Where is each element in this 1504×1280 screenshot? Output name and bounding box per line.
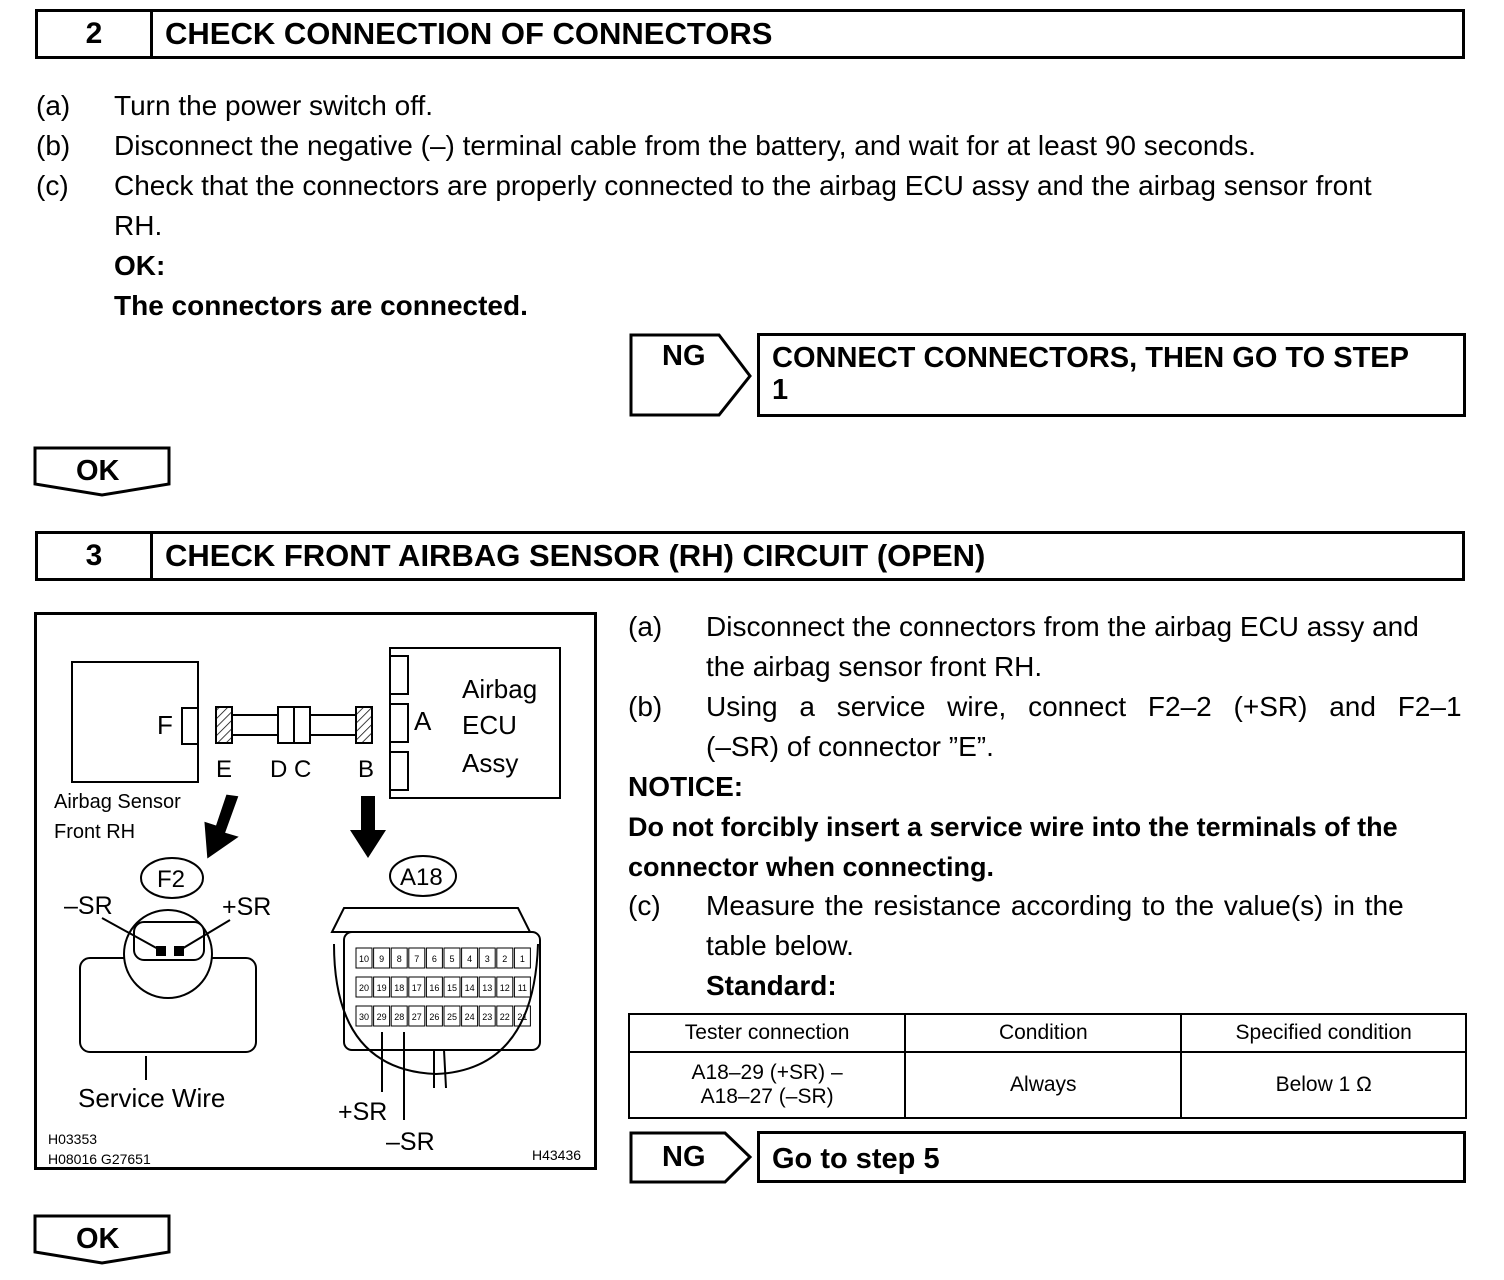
notice-title: NOTICE: — [628, 771, 744, 802]
step3-item-a-label: (a) — [628, 611, 663, 642]
a18-pin-label: 18 — [394, 983, 405, 993]
a18-pin-label: 13 — [482, 983, 493, 993]
step2-item-c-label: (c) — [36, 170, 69, 201]
a18-pin-label: 20 — [358, 983, 370, 993]
f2-plus-sr-label: +SR — [222, 893, 272, 921]
sensor-label-1: Airbag Sensor — [54, 791, 181, 813]
conn-F-label: F — [157, 710, 173, 740]
table-header-row — [629, 1014, 1466, 1052]
step2-item-c-text-1: Check that the connectors are properly connected to the airbag ECU assy and the airbag sensor front — [114, 170, 1372, 201]
a18-pin-label: 12 — [499, 983, 510, 993]
step2-ng-label: NG — [662, 340, 706, 372]
step2-ng-action-line2: 1 — [772, 374, 789, 406]
step2-title: CHECK CONNECTION OF CONNECTORS — [165, 16, 773, 51]
a18-pin-label: 25 — [446, 1012, 458, 1022]
f2-label: F2 — [157, 866, 186, 893]
step2-ng-action — [757, 333, 1466, 417]
sensor-connector-F — [182, 708, 198, 744]
connector-B — [356, 707, 372, 743]
a18-pin-label: 16 — [429, 983, 440, 993]
a18-label: A18 — [400, 864, 443, 891]
a18-pin-label: 19 — [376, 983, 387, 993]
a18-pin-label: 2 — [502, 954, 508, 964]
a18-pin-label: 26 — [429, 1012, 440, 1022]
a18-pin-label: 9 — [379, 954, 385, 964]
a18-pin-label: 15 — [446, 983, 458, 993]
a18-pin-label: 28 — [394, 1012, 405, 1022]
ecu-label-1: Airbag — [462, 674, 538, 704]
notice-line1: Do not forcibly insert a service wire into the terminals of the — [628, 812, 1398, 842]
step3-title: CHECK FRONT AIRBAG SENSOR (RH) CIRCUIT (OPEN) — [165, 538, 986, 573]
harness-1 — [232, 715, 278, 735]
table-row — [629, 1052, 1466, 1118]
a18-pin-label: 10 — [358, 954, 370, 964]
a18-pin-label: 6 — [431, 954, 437, 964]
a18-pin-label: 17 — [411, 983, 422, 993]
step2-ok-text: The connectors are connected. — [114, 290, 528, 321]
a18-top — [332, 908, 530, 932]
a18-pin-label: 4 — [467, 954, 473, 964]
cell-condition: Always — [905, 1052, 1181, 1118]
code-2: H08016 G27651 — [48, 1151, 151, 1167]
a18-pin-label: 5 — [449, 954, 455, 964]
step3-item-c-label: (c) — [628, 890, 661, 921]
a18-pin-label: 29 — [376, 1012, 387, 1022]
a18-pin-label: 11 — [517, 983, 528, 993]
conn-E-label: E — [216, 756, 233, 783]
step3-item-b-line2: (–SR) of connector ”E”. — [706, 731, 994, 762]
header-specified: Specified condition — [1181, 1014, 1466, 1052]
standard-label: Standard: — [706, 970, 837, 1001]
connector-diagram — [34, 612, 598, 1172]
a18-pin-label: 14 — [464, 983, 475, 993]
step3-ng-action: Go to step 5 — [757, 1131, 1466, 1183]
step3-item-a-line2: the airbag sensor front RH. — [706, 651, 1043, 682]
a18-pin-label: 8 — [396, 954, 402, 964]
cell-tester — [629, 1052, 905, 1118]
cell-tester-line2: A18–27 (–SR) — [700, 1085, 834, 1108]
conn-B-label: B — [358, 756, 375, 783]
a18-pin-label: 21 — [517, 1012, 528, 1022]
harness-2 — [310, 715, 356, 735]
ecu-connector-A — [390, 704, 408, 742]
a18-plus-sr-label: +SR — [338, 1098, 388, 1126]
a18-pin-label: 27 — [411, 1012, 422, 1022]
ecu-connector-1 — [390, 656, 408, 694]
ecu-label-3: Assy — [462, 748, 519, 778]
connector-D — [278, 707, 294, 743]
f2-minus-sr-label: –SR — [64, 892, 113, 920]
step2-item-b-label: (b) — [36, 130, 71, 161]
step3-item-b-label: (b) — [628, 691, 663, 722]
a18-pin-label: 30 — [358, 1012, 370, 1022]
cell-specified: Below 1 Ω — [1181, 1052, 1466, 1118]
ecu-label-2: ECU — [462, 710, 517, 740]
step2-item-b-text: Disconnect the negative (–) terminal cable from the battery, and wait for at least 90 seconds. — [114, 130, 1256, 161]
step2-item-a-text: Turn the power switch off. — [114, 90, 434, 121]
a18-pin-label: 23 — [482, 1012, 493, 1022]
conn-A-label: A — [414, 706, 432, 736]
standard-table — [628, 1013, 1467, 1119]
a18-pin-label: 7 — [414, 954, 420, 964]
step3-item-c-line1: Measure the resistance according to the value(s) in the — [706, 890, 1404, 921]
connector-E — [216, 707, 232, 743]
header-condition: Condition — [905, 1014, 1181, 1052]
sensor-label-2: Front RH — [54, 821, 136, 843]
a18-pin-label: 22 — [499, 1012, 510, 1022]
step2-header — [35, 9, 1465, 59]
step3-item-a-line1: Disconnect the connectors from the airbag ECU assy and — [706, 611, 1419, 642]
step2-number: 2 — [38, 12, 153, 56]
cell-tester-line1: A18–29 (+SR) – — [691, 1061, 843, 1084]
step2-ok-title: OK: — [114, 250, 166, 281]
service-wire-label: Service Wire — [78, 1083, 226, 1113]
step2-item-c-text-2: RH. — [114, 210, 163, 241]
sensor-box — [72, 662, 198, 782]
step3-ng-label: NG — [662, 1141, 706, 1173]
notice-line2: connector when connecting. — [628, 852, 995, 882]
a18-pin-label: 24 — [464, 1012, 475, 1022]
step3-ok-label: OK — [76, 1223, 120, 1255]
a18-pin-label: 1 — [519, 954, 525, 964]
a18-pin-label: 3 — [484, 954, 490, 964]
a18-minus-sr-label: –SR — [386, 1128, 435, 1156]
header-tester: Tester connection — [629, 1014, 905, 1052]
connector-C — [294, 707, 310, 743]
step2-item-a-label: (a) — [36, 90, 71, 121]
step2-ng-action-line1: CONNECT CONNECTORS, THEN GO TO STEP — [772, 342, 1409, 374]
conn-DC-label: D C — [270, 756, 312, 783]
step3-header — [35, 531, 1465, 581]
code-1: H03353 — [48, 1131, 98, 1147]
step2-ok-label: OK — [76, 455, 120, 487]
ecu-connector-3 — [390, 752, 408, 790]
code-3: H43436 — [532, 1147, 582, 1163]
step3-number: 3 — [38, 534, 153, 578]
step3-item-c-line2: table below. — [706, 930, 854, 961]
step3-item-b-line1: Using a service wire, connect F2–2 (+SR) and F2–1 — [706, 691, 1462, 722]
